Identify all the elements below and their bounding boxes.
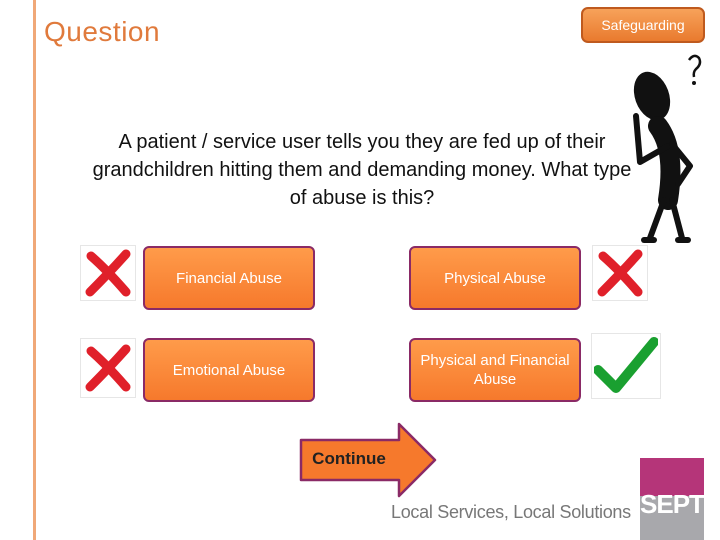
answer-label: Financial Abuse (176, 269, 282, 287)
page-title: Question (44, 16, 161, 47)
answer-label: Emotional Abuse (172, 361, 286, 379)
logo-text: SEPT (640, 489, 704, 519)
cross-icon (80, 245, 136, 301)
answer-physical-abuse[interactable] (409, 246, 581, 310)
check-icon (591, 333, 661, 399)
cross-icon (80, 338, 136, 398)
answer-financial-abuse[interactable] (143, 246, 315, 310)
answer-label: Physical and Financial Abuse (420, 352, 570, 388)
sept-logo (640, 458, 704, 540)
footer-tagline: Local Services, Local Solutions (391, 502, 631, 522)
answer-emotional-abuse[interactable] (143, 338, 315, 402)
continue-button[interactable] (299, 422, 437, 498)
safeguarding-badge: Safeguarding (581, 7, 705, 43)
left-accent-rule (33, 0, 36, 540)
answer-label: Physical Abuse (444, 269, 546, 287)
continue-label: Continue (312, 449, 386, 468)
question-text: A patient / service user tells you they are fed up of their grandchildren hitting them and demanding money. What type of abuse is this? (92, 131, 632, 209)
answer-physical-and-financial-abuse[interactable] (409, 338, 581, 402)
cross-icon (592, 245, 648, 301)
